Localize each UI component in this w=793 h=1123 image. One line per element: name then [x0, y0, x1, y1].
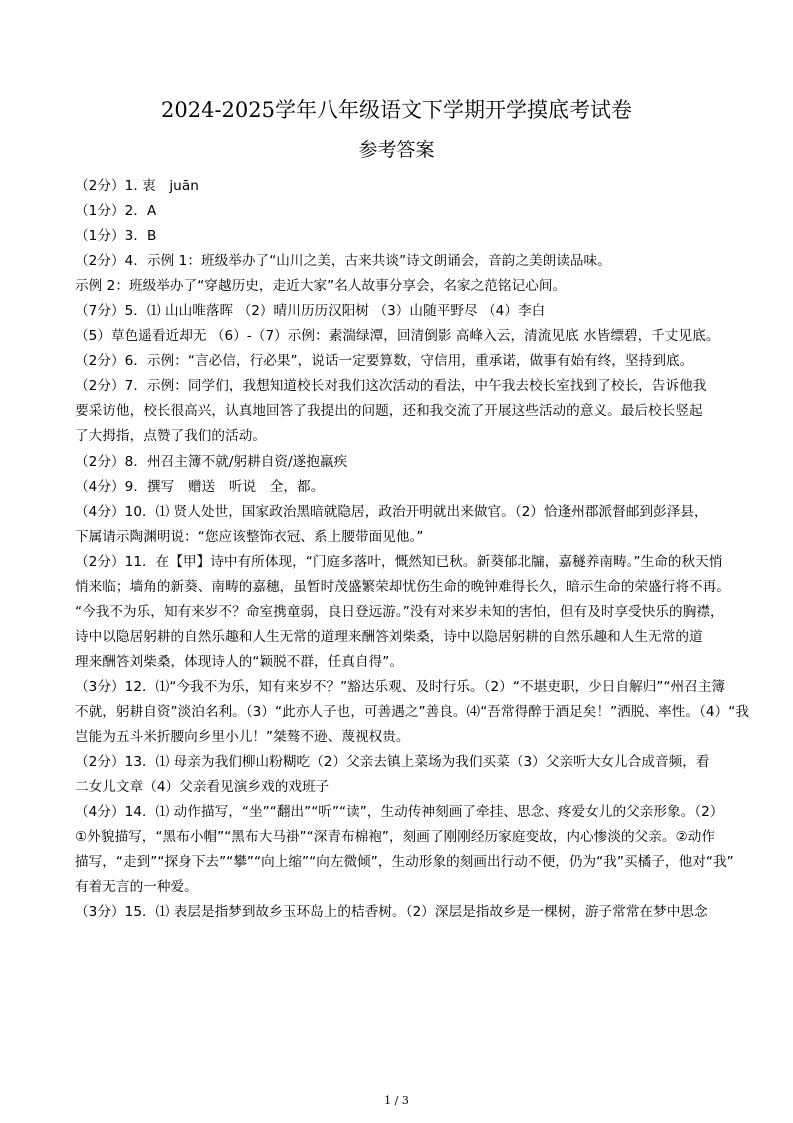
answer-line: （4分）14．⑴ 动作描写，“坐”“翻出”“听”“读”，生动传神刻画了牵挂、思念、疼爱女儿的父亲形象。（2） [75, 804, 724, 821]
answer-line: （2分）4．示例 1：班级举办了“山川之美，古来共谈”诗文朗诵会，音韵之美朗读品味。 [75, 253, 611, 270]
answer-line: （1分）3．B [75, 228, 157, 245]
answer-line: 悄来临；墙角的新葵、南畴的嘉穗，虽暂时茂盛繁荣却忧伤生命的晚钟难得长久，暗示生命的荣盛行将不再。 [75, 578, 730, 595]
page-title: 2024-2025学年八年级语文下学期开学摸底考试卷 [161, 98, 632, 122]
answer-line: 要采访他，校长很高兴，认真地回答了我提出的问题，还和我交流了开展这些活动的意义。最后校长竖起 [75, 403, 703, 420]
page-number: 1 / 3 [384, 1094, 409, 1107]
answer-line: 不就，躬耕自资”淡泊名利。（3）“此亦人子也，可善遇之”善良。⑷“吾常得醉于酒足矣！”洒脱、率性。（4）“我 [75, 703, 749, 720]
answer-line: （5）草色遥看近却无 （6）-（7）示例：素湍绿潭，回清倒影 高峰入云，清流见底 水皆缥碧，千丈见底。 [75, 328, 720, 345]
answer-line: （4分）9．撰写 赠送 听说 全，都。 [75, 478, 325, 495]
answer-body [75, 174, 749, 925]
answer-line: （2分）6．示例：“言必信，行必果”，说话一定要算数，守信用，重承诺，做事有始有终，坚持到底。 [75, 353, 694, 370]
answer-line: 理来酬答刘柴桑，体现诗人的“颖脱不群，任真自得”。 [75, 653, 403, 670]
answer-line: 有着无言的一种爱。 [75, 879, 198, 896]
answer-line: （2分）7．示例：同学们，我想知道校长对我们这次活动的看法，中午我去校长室找到了校长，告诉他我 [75, 378, 707, 395]
answer-line: （3分）12．⑴“今我不为乐，知有来岁不？”豁达乐观、及时行乐。（2）“不堪吏职，少日自解归”“州召主簿 [75, 678, 726, 695]
answer-line: （2分）11．在【甲】诗中有所体现，“门庭多落叶，慨然知已秋。新葵郁北牖，嘉穟养南畴。”生命的秋天悄 [75, 553, 723, 570]
answer-line: 描写，“走到”“探身下去”“攀”“向上缩”“向左微倾”，生动形象的刻画出行动不便，仍为“我”买橘子，他对“我” [75, 854, 734, 871]
answer-line: 二女儿文章（4）父亲看见演乡戏的戏班子 [75, 779, 330, 796]
answer-line: （2分）8．州召主簿不就/躬耕自资/遂抱羸疾 [75, 453, 348, 470]
answer-line: （1分）2．A [75, 203, 157, 220]
answer-line: （7分）5．⑴ 山山唯落晖 （2）晴川历历汉阳树 （3）山随平野尽 （4）李白 [75, 303, 546, 320]
answer-line: 岂能为五斗米折腰向乡里小儿！”桀骜不逊、蔑视权贵。 [75, 729, 410, 746]
answer-line: （2分）1. 衷 juān [75, 178, 199, 194]
answer-line: （2分）13．⑴ 母亲为我们柳山粉糊吃（2）父亲去镇上菜场为我们买菜（3）父亲听大女儿合成音频，看 [75, 754, 710, 771]
answer-line: 下属请示陶渊明说：“您应该整饰衣冠、系上腰带面见他。” [75, 528, 424, 545]
page-subtitle: 参考答案 [358, 139, 435, 161]
answer-line: “今我不为乐，知有来岁不？命室携童弱，良日登远游。”没有对来岁未知的害怕，但有及时享受快乐的胸襟， [75, 603, 724, 620]
answer-line: （4分）10．⑴ 贤人处世，国家政治黑暗就隐居，政治开明就出来做官。（2）恰逢州郡派督邮到彭泽县， [75, 503, 708, 520]
answer-line: ①外貌描写，“黑布小帽”“黑布大马褂”“深青布棉袍”，刻画了刚刚经历家庭变故，内心惨淡的父亲。②动作 [75, 829, 716, 846]
answer-line: 示例 2：班级举办了“穿越历史，走近大家”名人故事分享会，名家之范铭记心间。 [75, 278, 567, 295]
answer-line: 诗中以隐居躬耕的自然乐趣和人生无常的道理来酬答刘柴桑，诗中以隐居躬耕的自然乐趣和人生无常的道 [75, 628, 703, 645]
answer-line: 了大拇指，点赞了我们的活动。 [75, 428, 267, 445]
answer-line: （3分）15．⑴ 表层是指梦到故乡玉环岛上的桔香树。（2）深层是指故乡是一棵树，游子常常在梦中思念 [75, 904, 708, 921]
